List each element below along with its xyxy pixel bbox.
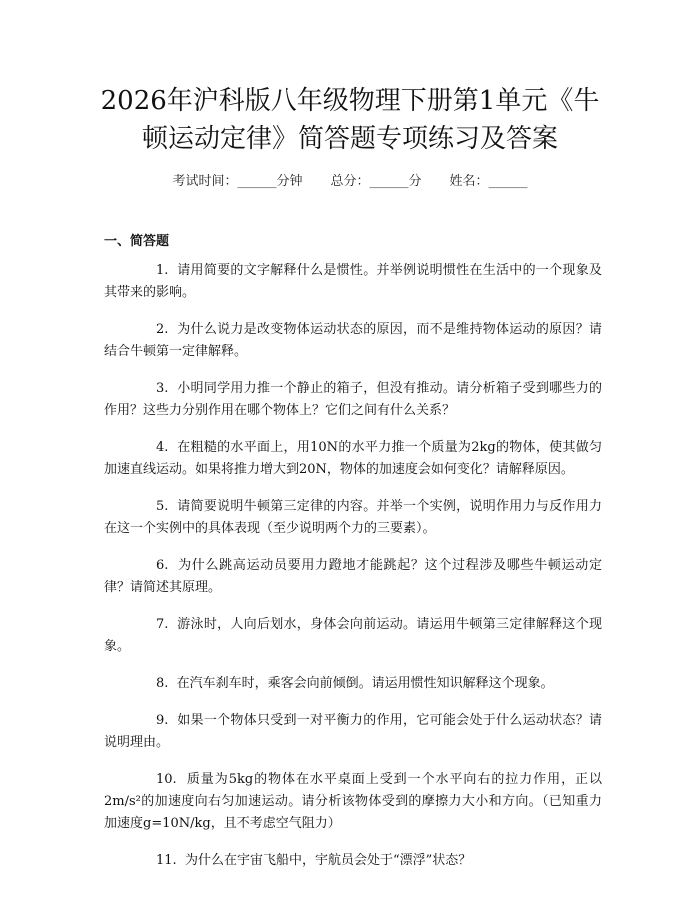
exam-score: 总分：______分 — [330, 174, 422, 189]
question-number: 9. — [156, 713, 169, 728]
question-item — [104, 769, 602, 835]
question-text: 为什么在宇宙飞船中，宇航员会处于“漂浮”状态？ — [184, 853, 472, 868]
question-number: 7. — [156, 617, 169, 632]
question-text: 为什么跳高运动员要用力蹬地才能跳起？这个过程涉及哪些牛顿运动定律？请简述其原理。 — [104, 558, 602, 595]
question-item — [104, 437, 602, 481]
exam-meta — [0, 170, 700, 189]
question-item — [104, 673, 602, 695]
question-text: 质量为5kg的物体在水平桌面上受到一个水平向右的拉力作用，正以2m/s²的加速度向右匀加速运动。请分析该物体受到的摩擦力大小和方向。（已知重力加速度g=10N/kg，且不考虑空气阻力） — [104, 772, 602, 831]
question-text: 请用简要的文字解释什么是惯性。并举例说明惯性在生活中的一个现象及其带来的影响。 — [104, 263, 602, 300]
question-item — [104, 555, 602, 599]
question-item — [104, 710, 602, 754]
section-heading: 一、简答题 — [104, 234, 170, 249]
question-number: 4. — [156, 440, 169, 455]
question-number: 8. — [156, 676, 169, 691]
question-number: 11. — [156, 853, 177, 868]
question-list — [104, 260, 602, 887]
question-number: 2. — [156, 322, 169, 337]
question-number: 1. — [156, 263, 169, 278]
question-text: 在汽车刹车时，乘客会向前倾倒。请运用惯性知识解释这个现象。 — [176, 676, 554, 691]
question-text: 小明同学用力推一个静止的箱子，但没有推动。请分析箱子受到哪些力的作用？这些力分别作用在哪个物体上？它们之间有什么关系？ — [104, 381, 602, 418]
student-name: 姓名：______ — [449, 174, 528, 189]
question-number: 6. — [156, 558, 169, 573]
question-item — [104, 319, 602, 363]
question-text: 在粗糙的水平面上，用10N的水平力推一个质量为2kg的物体，使其做匀加速直线运动。如果将推力增大到20N，物体的加速度会如何变化？请解释原因。 — [104, 440, 602, 477]
question-item — [104, 378, 602, 422]
question-item — [104, 496, 602, 540]
question-number: 3. — [156, 381, 169, 396]
question-number: 10. — [156, 772, 177, 787]
exam-time: 考试时间：______分钟 — [172, 174, 303, 189]
question-item — [104, 614, 602, 658]
page-title: 2026年沪科版八年级物理下册第1单元《牛顿运动定律》简答题专项练习及答案 — [100, 86, 600, 154]
question-item — [104, 850, 602, 872]
question-number: 5. — [156, 499, 169, 514]
question-text: 为什么说力是改变物体运动状态的原因，而不是维持物体运动的原因？请结合牛顿第一定律解释。 — [104, 322, 602, 359]
question-text: 游泳时，人向后划水，身体会向前运动。请运用牛顿第三定律解释这个现象。 — [104, 617, 602, 654]
question-item — [104, 260, 602, 304]
question-text: 如果一个物体只受到一对平衡力的作用，它可能会处于什么运动状态？请说明理由。 — [104, 713, 602, 750]
question-text: 请简要说明牛顿第三定律的内容。并举一个实例，说明作用力与反作用力在这一个实例中的具体表现（至少说明两个力的三要素）。 — [104, 499, 602, 536]
